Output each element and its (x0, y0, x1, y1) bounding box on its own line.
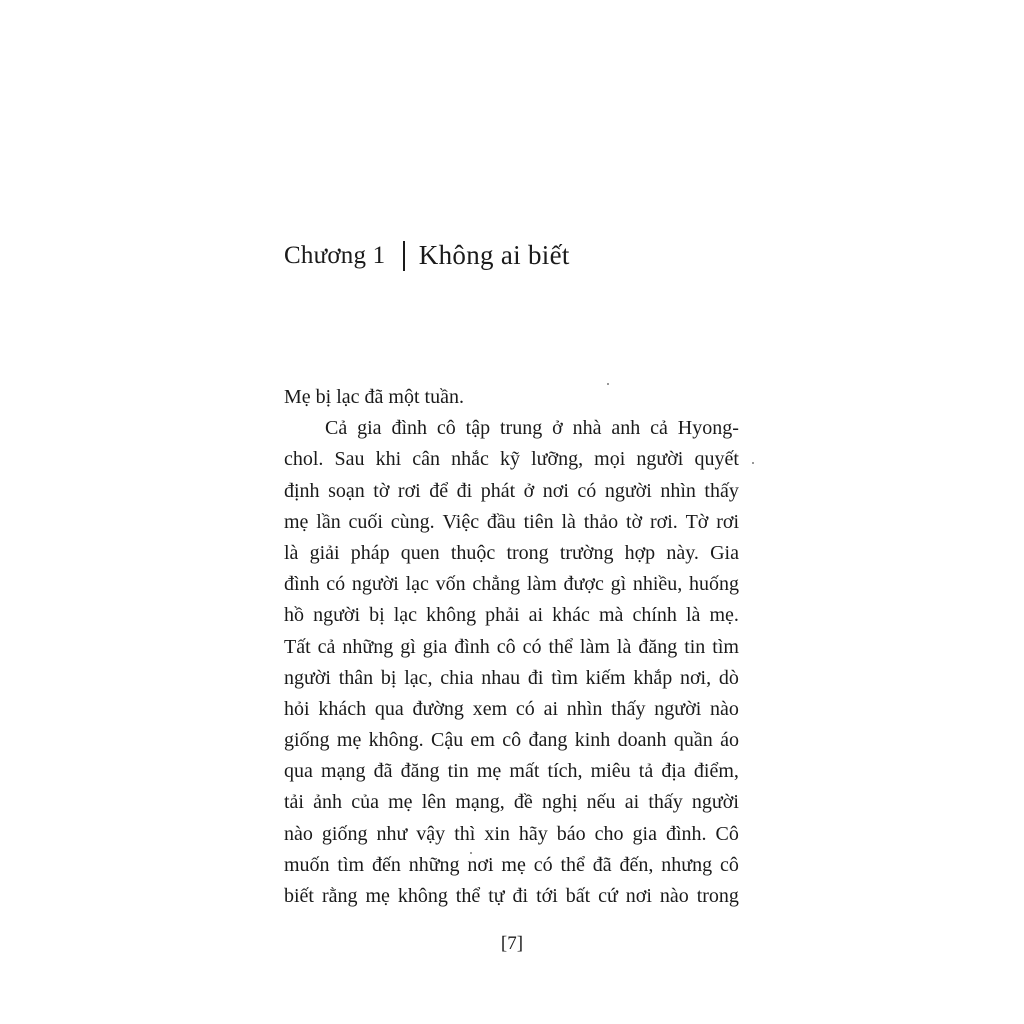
word: thảo (583, 510, 619, 533)
text-line (284, 600, 739, 631)
word: xem (472, 697, 508, 720)
word: có (326, 573, 346, 596)
word: là (284, 541, 299, 564)
print-speck (752, 462, 754, 464)
text-line (284, 569, 739, 600)
word: cô (502, 729, 522, 752)
word: đến (371, 853, 401, 876)
word: tới (536, 885, 558, 907)
word: quen (400, 541, 440, 564)
word: lạc (393, 604, 418, 627)
word: dò (718, 666, 739, 689)
text-line (284, 538, 739, 569)
word: đi (527, 666, 544, 689)
word: chính (632, 604, 677, 627)
word: chol. (284, 448, 324, 471)
word: làm (579, 635, 610, 658)
word: cùng. (390, 510, 435, 533)
word: tờ (625, 510, 643, 533)
word: ở (523, 479, 535, 502)
word: gia (422, 635, 448, 658)
word: mẹ (501, 853, 526, 876)
word: mẹ (336, 729, 362, 752)
word: doanh (617, 729, 667, 752)
word: lưỡng, (531, 448, 584, 471)
word: khi (375, 448, 402, 471)
word: áo (720, 729, 739, 752)
word: trường (559, 541, 614, 564)
word: báo (556, 822, 586, 845)
word: mạng, (455, 791, 505, 814)
word: lạc, (404, 666, 433, 689)
text-line: Mẹ bị lạc đã một tuần. (284, 386, 464, 408)
word: nơi, (679, 666, 712, 689)
word: nghị (541, 791, 578, 814)
word: nhìn (660, 479, 696, 502)
word: trong (506, 541, 549, 564)
word: nào (710, 697, 739, 720)
word: đường (412, 697, 464, 720)
word: đăng (638, 635, 678, 658)
word: người (691, 791, 739, 814)
word: rơi (716, 510, 739, 533)
word: rơi. (649, 510, 678, 533)
word: mà (599, 604, 624, 627)
word: người (284, 666, 331, 689)
word: nào (284, 822, 313, 845)
word: nếu (586, 791, 616, 814)
word: Việc (442, 510, 480, 533)
word: mất (509, 760, 540, 783)
word: tin (447, 760, 469, 783)
word: đình (284, 573, 320, 596)
word: đăng (400, 760, 440, 783)
word: cả (650, 417, 668, 440)
word: thể (560, 853, 585, 876)
word: đình (454, 635, 490, 658)
word: tìm (337, 853, 365, 876)
word: trung (500, 417, 543, 440)
word: qua (374, 697, 404, 720)
word: tích, (547, 760, 583, 783)
word: soạn (328, 479, 365, 502)
word: đình (391, 417, 427, 440)
word: em (470, 729, 495, 752)
word: đi (456, 479, 473, 502)
word: cô (436, 417, 456, 440)
word: tìm (712, 635, 739, 658)
word: mạng (321, 760, 366, 783)
word: người (313, 604, 361, 627)
word: không (426, 604, 477, 627)
word: biết (284, 885, 314, 907)
word: mẹ (476, 760, 502, 783)
word: đi (512, 885, 529, 907)
chapter-body-text (284, 382, 739, 912)
word: hỏi (284, 697, 310, 720)
text-line (284, 507, 739, 538)
word: miêu (590, 760, 631, 783)
word: Gia (710, 541, 739, 564)
text-line (284, 725, 739, 756)
word: rơi (397, 479, 421, 502)
word: bị (380, 666, 397, 689)
word: nhiều, (632, 573, 683, 596)
word: đình. (665, 822, 707, 845)
word: tả (638, 760, 654, 783)
word: cô (719, 853, 739, 876)
word: ai (543, 697, 558, 720)
text-line (284, 413, 739, 444)
word: phát (480, 479, 516, 502)
word: thì (454, 822, 476, 845)
text-line (284, 632, 739, 663)
word: tiên (523, 510, 554, 533)
word: tự (488, 885, 505, 907)
text-line (284, 787, 739, 818)
word: là (561, 510, 576, 533)
word: người (636, 448, 684, 471)
word: tin (684, 635, 706, 658)
word: có (515, 697, 535, 720)
word: tải (284, 791, 304, 814)
word: ở (552, 417, 563, 440)
word: những (408, 853, 460, 876)
word: Tờ (685, 510, 709, 533)
word: có (533, 853, 553, 876)
word: nơi (625, 885, 652, 907)
word: gia (357, 417, 382, 440)
word: như (376, 822, 408, 845)
word: cho (594, 822, 624, 845)
word: lần (316, 510, 341, 533)
word: có (522, 635, 542, 658)
chapter-title: Không ai biết (418, 240, 570, 270)
word: bất (565, 885, 591, 907)
text-line (284, 663, 739, 694)
word: giống (284, 729, 330, 752)
text-line (284, 694, 739, 725)
word: khách (318, 697, 367, 720)
word: ảnh (313, 791, 343, 814)
word: ai (528, 604, 544, 627)
word: thấy (648, 791, 683, 814)
word: hợp (624, 541, 656, 564)
word: nhìn (566, 697, 603, 720)
word: mẹ (388, 791, 413, 814)
word: nơi (542, 479, 569, 502)
word: mẹ (365, 885, 390, 907)
word: mẹ. (709, 604, 739, 627)
word: Cậu (430, 729, 464, 752)
word: gì (400, 635, 416, 658)
word: lạc (405, 573, 429, 596)
word: để (429, 479, 449, 502)
chapter-divider (403, 241, 405, 271)
word: thân (338, 666, 374, 689)
text-line (284, 756, 739, 787)
text-line (284, 476, 739, 507)
word: điểm, (693, 760, 739, 783)
word: là (686, 604, 701, 627)
word: làm (526, 573, 557, 596)
word: tìm (551, 666, 578, 689)
word: thấy (611, 697, 646, 720)
word: không (397, 885, 448, 907)
text-line (284, 850, 739, 881)
word: rằng (321, 885, 358, 907)
chapter-heading (284, 240, 570, 271)
word: định (284, 479, 320, 502)
word: Cô (715, 822, 739, 845)
word: qua (284, 760, 313, 783)
word: không. (368, 729, 424, 752)
word: có (577, 479, 597, 502)
word: nơi (467, 853, 494, 876)
word: lên (421, 791, 447, 814)
word: muốn (284, 853, 330, 876)
page-number: [7] (500, 933, 524, 954)
word: thuộc (450, 541, 496, 564)
word: cả (317, 635, 336, 658)
word: địa (661, 760, 686, 783)
word: tập (465, 417, 491, 440)
word: của (351, 791, 379, 814)
word: kinh (574, 729, 611, 752)
word: nhưng (661, 853, 713, 876)
word: thể (455, 885, 481, 907)
word: người (654, 697, 702, 720)
word: thể (548, 635, 573, 658)
word: Hyong- (677, 417, 739, 440)
word: những (342, 635, 394, 658)
word: đang (528, 729, 568, 752)
word: giải (309, 541, 340, 564)
word: đề (513, 791, 533, 814)
word: ai (624, 791, 640, 814)
word: giống (321, 822, 368, 845)
word: pháp (350, 541, 390, 564)
word: tờ (373, 479, 390, 502)
word: quyết (694, 448, 739, 471)
word: Cả (325, 417, 348, 440)
word: thấy (704, 479, 739, 502)
word: huống (689, 573, 739, 596)
word: được (563, 573, 604, 596)
word: đến, (619, 853, 654, 876)
word: gì (610, 573, 627, 596)
word: hồ (284, 604, 304, 627)
word: chẳng (472, 573, 521, 596)
word: cô (496, 635, 516, 658)
text-line (284, 819, 739, 850)
word: anh (611, 417, 641, 440)
word: vốn (435, 573, 466, 596)
word: khác (552, 604, 590, 627)
word: khắp (633, 666, 673, 689)
word: xin (484, 822, 510, 845)
word: nhà (572, 417, 602, 440)
word: đầu (486, 510, 516, 533)
text-line (284, 444, 739, 475)
word: là (616, 635, 632, 658)
word: mọi (594, 448, 626, 471)
word: cứ (598, 885, 618, 907)
word: nhau (481, 666, 521, 689)
word: cân (412, 448, 441, 471)
word: phải (485, 604, 520, 627)
word: bị (369, 604, 385, 627)
word: gia (632, 822, 657, 845)
word: trong (696, 885, 739, 907)
word: vậy (416, 822, 446, 845)
word: này. (666, 541, 699, 564)
chapter-label: Chương 1 (284, 241, 386, 269)
word: nhắc (451, 448, 489, 471)
word: đã (592, 853, 612, 876)
word: nào (659, 885, 689, 907)
word: mẹ (284, 510, 309, 533)
print-speck (607, 383, 609, 385)
text-line (284, 881, 739, 912)
word: đã (373, 760, 393, 783)
word: người (604, 479, 652, 502)
word: hãy (518, 822, 548, 845)
word: Tất (284, 635, 311, 658)
word: cuối (348, 510, 383, 533)
word: Sau (334, 448, 365, 471)
word: quần (673, 729, 713, 752)
print-speck (470, 852, 472, 854)
word: chia (440, 666, 474, 689)
word: kỹ (500, 448, 520, 471)
word: người (351, 573, 399, 596)
word: kiếm (585, 666, 626, 689)
